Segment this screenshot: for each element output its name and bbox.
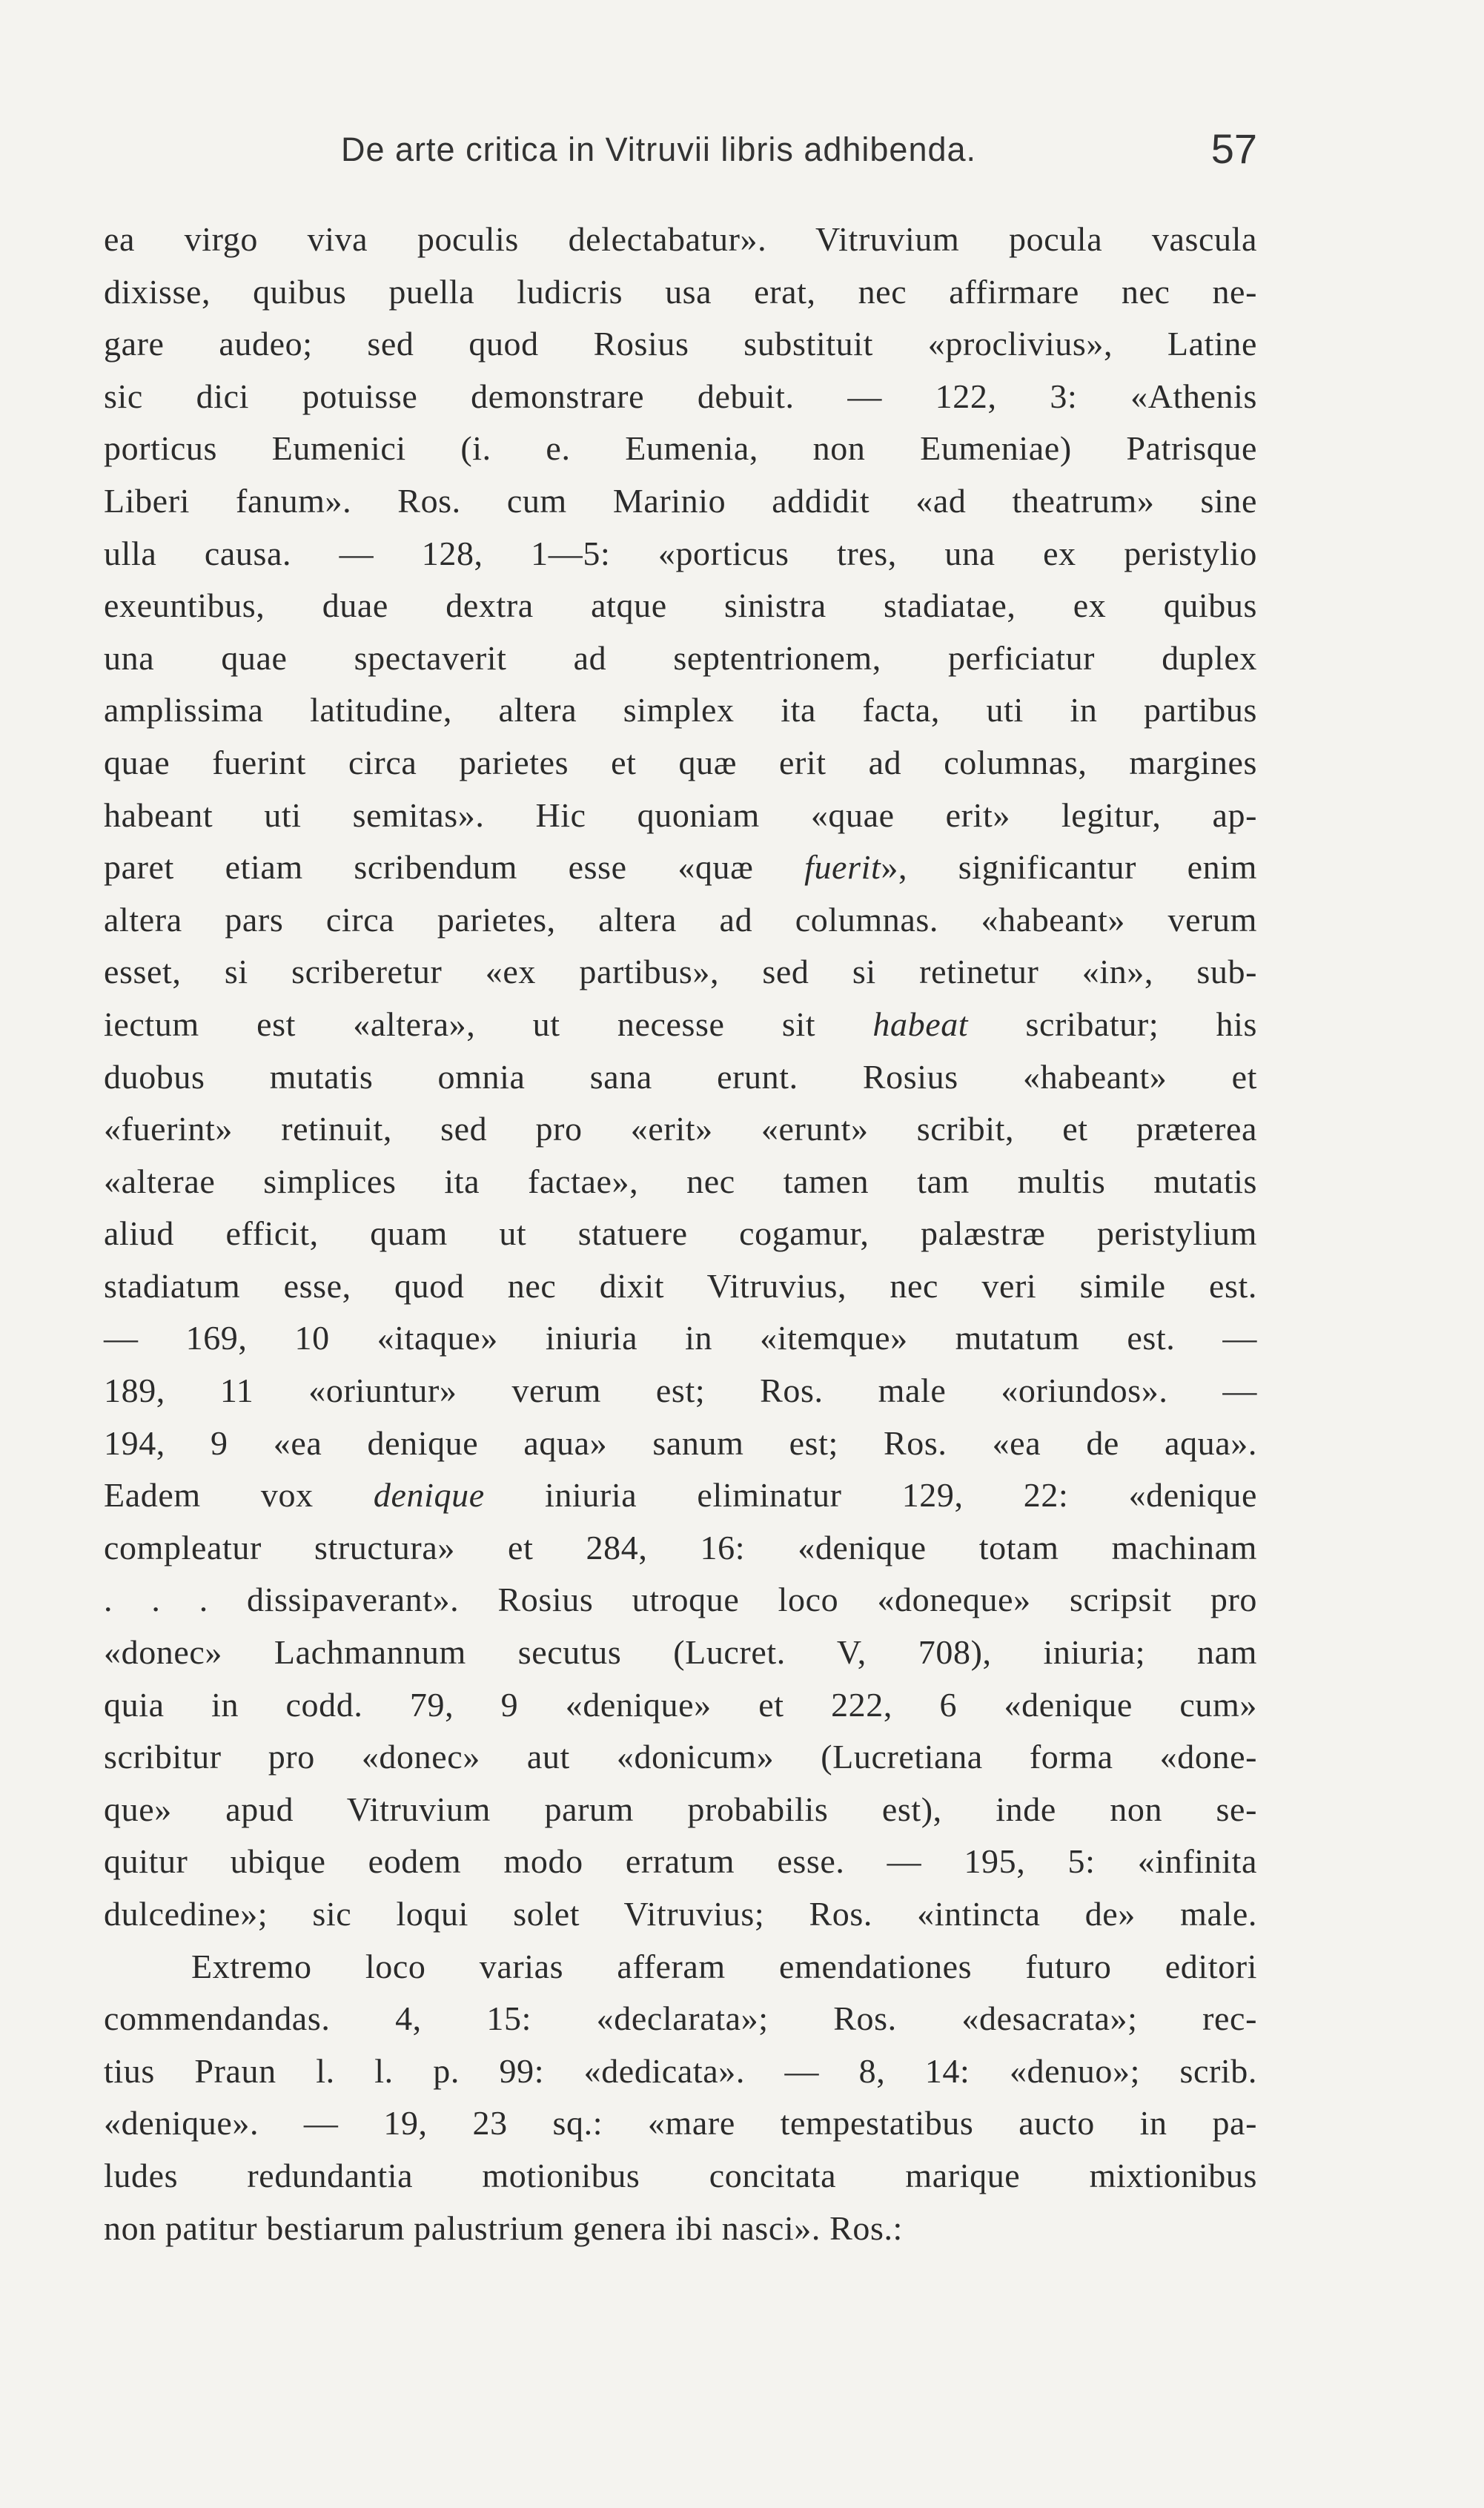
text-segment: Eadem vox	[104, 1476, 374, 1515]
text-line	[104, 1993, 1257, 2045]
text-segment: gare audeo; sed quod Rosius substituit «proclivius», Latine	[104, 325, 1257, 363]
text-line	[104, 1469, 1257, 1522]
text-line	[104, 1156, 1257, 1208]
text-line	[104, 1627, 1257, 1679]
text-segment: «alterae simplices ita factae», nec tamen tam multis mutatis	[104, 1162, 1257, 1200]
text-line	[104, 737, 1257, 790]
text-line	[104, 1888, 1257, 1941]
body-text	[104, 214, 1257, 2254]
text-segment: scribatur; his	[968, 1005, 1257, 1043]
text-segment: exeuntibus, duae dextra atque sinistra stadiatae, ex quibus	[104, 586, 1257, 625]
text-segment: aliud efficit, quam ut statuere cogamur, palæstræ peristylium	[104, 1214, 1257, 1253]
text-segment: porticus Eumenici (i. e. Eumenia, non Eumeniae) Patrisque	[104, 429, 1257, 468]
text-segment: iniuria eliminatur 129, 22: «denique	[484, 1476, 1257, 1515]
text-line	[104, 423, 1257, 475]
text-line	[104, 1103, 1257, 1156]
text-segment: «denique». — 19, 23 sq.: «mare tempestatibus aucto in pa-	[104, 2104, 1257, 2143]
text-segment: Extremo loco varias afferam emendationes futuro editori	[191, 1947, 1257, 1985]
text-segment: quae fuerint circa parietes et quæ erit ad columnas, margines	[104, 743, 1257, 781]
text-segment: una quae spectaverit ad septentrionem, perficiatur duplex	[104, 638, 1257, 677]
text-line	[104, 841, 1257, 894]
text-segment: ea virgo viva poculis delectabatur». Vitruvium pocula vascula	[104, 220, 1257, 258]
text-segment: scribitur pro «donec» aut «donicum» (Lucretiana forma «done-	[104, 1738, 1257, 1776]
text-segment: tius Praun l. l. p. 99: «dedicata». — 8, 14: «denuo»; scrib.	[104, 2051, 1257, 2090]
text-segment: stadiatum esse, quod nec dixit Vitruvius, nec veri simile est.	[104, 1266, 1257, 1305]
text-line	[104, 1679, 1257, 1732]
text-line	[104, 2097, 1257, 2150]
text-segment: non patitur bestiarum palustrium genera ibi nasci». Ros.:	[104, 2208, 903, 2247]
running-head	[104, 125, 1257, 184]
text-line	[104, 580, 1257, 632]
text-line	[104, 2045, 1257, 2098]
text-line	[104, 894, 1257, 947]
text-line	[104, 1312, 1257, 1365]
text-line	[104, 1208, 1257, 1260]
text-segment: «donec» Lachmannum secutus (Lucret. V, 708), iniuria; nam	[104, 1633, 1257, 1672]
text-segment: — 169, 10 «itaque» iniuria in «itemque» mutatum est. —	[104, 1319, 1257, 1357]
text-line	[104, 946, 1257, 999]
text-line	[104, 999, 1257, 1051]
text-line	[104, 318, 1257, 371]
text-line	[104, 1051, 1257, 1104]
text-line	[104, 475, 1257, 528]
text-segment: . . . dissipaverant». Rosius utroque loco «doneque» scripsit pro	[104, 1581, 1257, 1619]
italic-text: denique	[373, 1476, 485, 1515]
text-segment: Liberi fanum». Ros. cum Marinio addidit «ad theatrum» sine	[104, 481, 1257, 520]
text-line	[104, 2150, 1257, 2203]
text-line	[104, 684, 1257, 737]
text-line	[104, 1941, 1257, 1994]
text-line	[104, 1417, 1257, 1470]
text-segment: quia in codd. 79, 9 «denique» et 222, 6 «denique cum»	[104, 1685, 1257, 1724]
text-line	[104, 790, 1257, 842]
text-segment: 189, 11 «oriuntur» verum est; Ros. male «oriundos». —	[104, 1372, 1257, 1410]
text-segment: duobus mutatis omnia sana erunt. Rosius «habeant» et	[104, 1057, 1257, 1096]
text-line	[104, 1731, 1257, 1784]
italic-text: habeat	[872, 1005, 969, 1043]
text-segment: esset, si scriberetur «ex partibus», sed si retinetur «in», sub-	[104, 953, 1257, 991]
page-number: 57	[1210, 125, 1257, 172]
text-segment: habeant uti semitas». Hic quoniam «quae erit» legitur, ap-	[104, 795, 1257, 834]
text-line	[104, 266, 1257, 319]
text-line	[104, 1365, 1257, 1417]
text-line	[104, 1574, 1257, 1627]
text-line	[104, 214, 1257, 266]
text-line	[104, 371, 1257, 423]
text-line	[104, 1522, 1257, 1575]
italic-text: fuerit	[804, 848, 881, 887]
text-segment: sic dici potuisse demonstrare debuit. — 122, 3: «Athenis	[104, 377, 1257, 415]
text-segment: paret etiam scribendum esse «quæ	[104, 848, 805, 887]
text-segment: «fuerint» retinuit, sed pro «erit» «erunt» scribit, et præterea	[104, 1110, 1257, 1148]
text-line	[104, 1784, 1257, 1836]
text-segment: commendandas. 4, 15: «declarata»; Ros. «desacrata»; rec-	[104, 1999, 1257, 2038]
running-head-title: De arte critica in Vitruvii libris adhibenda.	[341, 130, 977, 168]
text-segment: amplissima latitudine, altera simplex ita facta, uti in partibus	[104, 691, 1257, 729]
text-segment: dulcedine»; sic loqui solet Vitruvius; Ros. «intincta de» male.	[104, 1895, 1257, 1933]
text-segment: iectum est «altera», ut necesse sit	[104, 1005, 873, 1043]
text-line	[104, 528, 1257, 580]
text-segment: compleatur structura» et 284, 16: «denique totam machinam	[104, 1528, 1257, 1566]
text-segment: que» apud Vitruvium parum probabilis est), inde non se-	[104, 1790, 1257, 1828]
text-segment: », significantur enim	[881, 848, 1258, 887]
text-segment: dixisse, quibus puella ludicris usa erat, nec affirmare nec ne-	[104, 272, 1257, 311]
text-line	[104, 2203, 1257, 2255]
text-segment: 194, 9 «ea denique aqua» sanum est; Ros. «ea de aqua».	[104, 1423, 1257, 1462]
text-segment: ludes redundantia motionibus concitata marique mixtionibus	[104, 2156, 1257, 2194]
text-line	[104, 632, 1257, 685]
text-line	[104, 1836, 1257, 1888]
text-line	[104, 1260, 1257, 1313]
text-segment: altera pars circa parietes, altera ad columnas. «habeant» verum	[104, 900, 1257, 939]
text-segment: ulla causa. — 128, 1—5: «porticus tres, una ex peristylio	[104, 534, 1257, 572]
text-segment: quitur ubique eodem modo erratum esse. — 195, 5: «infinita	[104, 1842, 1257, 1881]
